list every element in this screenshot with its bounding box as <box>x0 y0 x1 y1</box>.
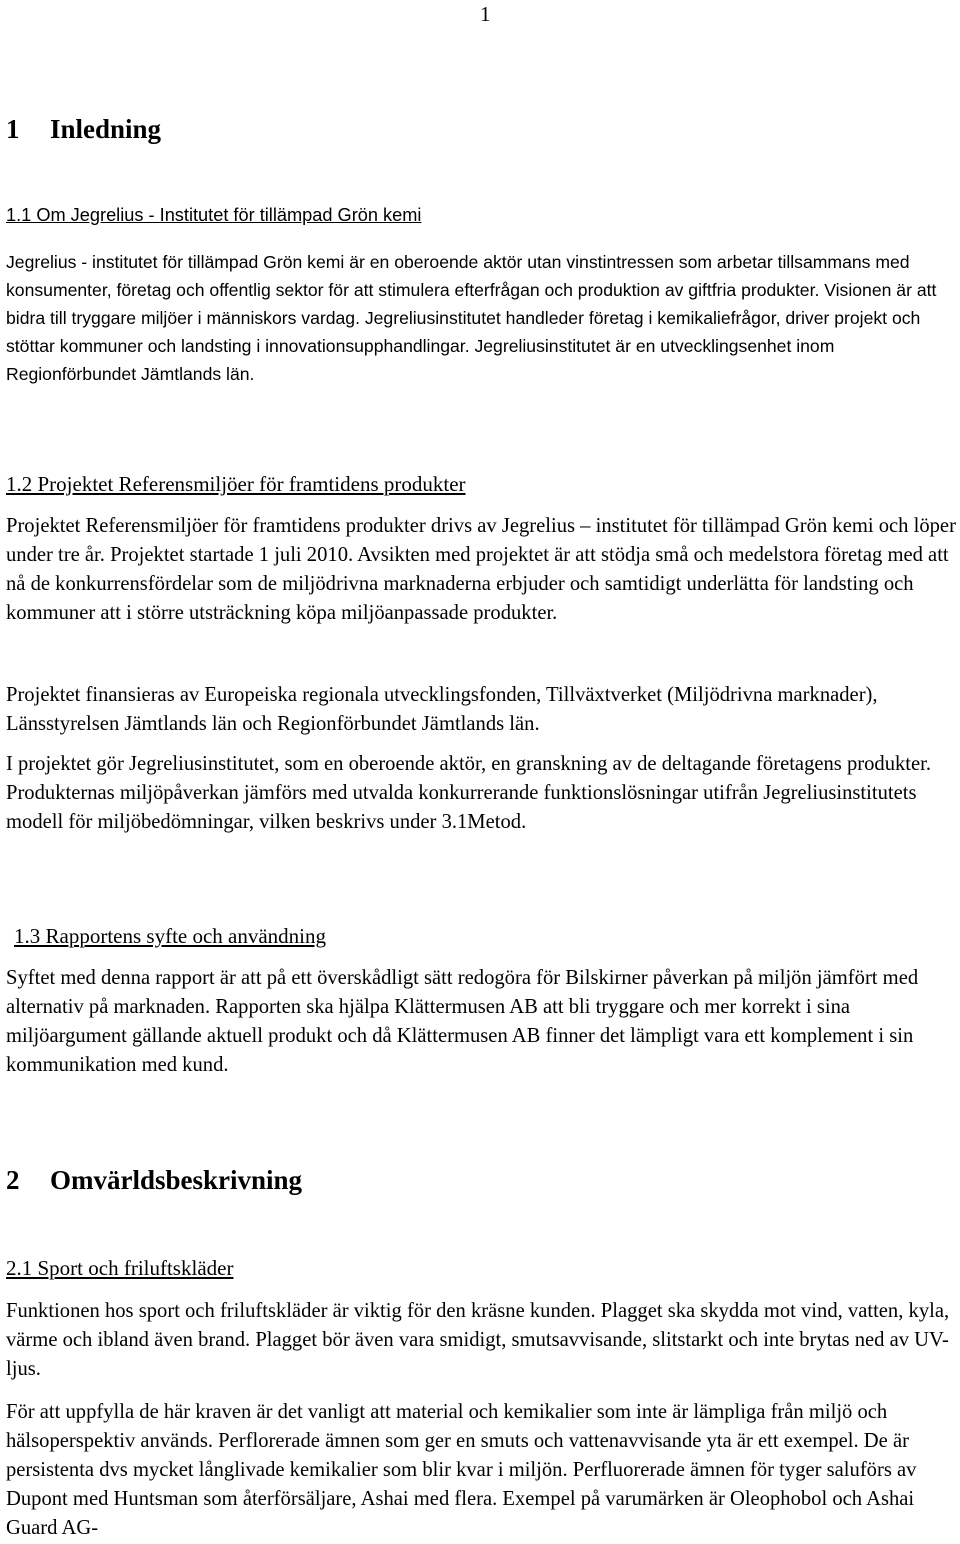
section-1-heading <box>6 114 161 145</box>
section-2-1-heading: 2.1 Sport och friluftskläder <box>6 1256 234 1280</box>
section-1-2-paragraph-3: I projektet gör Jegreliusinstitutet, som en oberoende aktör, en granskning av de deltagande företagens produkter. Produkternas miljöpåverkan jämförs med utvalda konkurrerande funktionslösningar utifrån Jegreliusinstitutets modell för miljöbedömningar, vilken beskrivs under 3.1Metod. <box>6 753 932 833</box>
section-1-number: 1 <box>6 114 20 144</box>
section-1-2-paragraph-2: Projektet finansieras av Europeiska regionala utvecklingsfonden, Tillväxtverket (Miljödrivna marknader), Länsstyrelsen Jämtlands län och Regionförbundet Jämtlands län. <box>6 684 878 735</box>
section-2-heading <box>6 1165 302 1196</box>
section-2-1-paragraph-1: Funktionen hos sport och friluftskläder är viktig för den kräsne kunden. Plagget ska skydda mot vind, vatten, kyla, värme och ibland även brand. Plagget bör även vara smidigt, smutsavvisande, slitstarkt och inte brytas ned av UV-ljus. <box>6 1300 950 1380</box>
section-2-number: 2 <box>6 1165 20 1195</box>
section-2-title: Omvärldsbeskrivning <box>50 1165 303 1195</box>
section-1-3-paragraph: Syftet med denna rapport är att på ett överskådligt sätt redogöra för Bilskirner påverkan på miljön jämfört med alternativ på marknaden. Rapporten ska hjälpa Klättermusen AB att bli tryggare och mer korrekt i sina miljöargument gällande aktuell produkt och då Klättermusen AB finner det lämpligt vara ett komplement i sin kommunikation med kund. <box>6 967 919 1076</box>
section-1-2-paragraph-1: Projektet Referensmiljöer för framtidens produkter drivs av Jegrelius – institutet för tillämpad Grön kemi och löper under tre år. Projektet startade 1 juli 2010. Avsikten med projektet är att stödja små och medelstora företag med att nå de konkurrensfördelar som de miljödrivna marknaderna erbjuder och samtidigt underlätta för landsting och kommuner att i större utsträckning köpa miljöanpassade produkter. <box>6 515 956 624</box>
section-2-1-paragraph-2: För att uppfylla de här kraven är det vanligt att material och kemikalier som inte är lämpliga från miljö och hälsoperspektiv används. Perflorerade ämnen som ger en smuts och vattenavvisande yta är ett exempel. De är persistenta dvs mycket långlivade kemikalier som blir kvar i miljön. Perfluorerade ämnen för tyger saluförs av Dupont med Huntsman som återförsäljare, Ashai med flera. Exempel på varumärken är Oleophobol och Ashai Guard AG- <box>6 1401 917 1539</box>
section-1-2-heading: 1.2 Projektet Referensmiljöer för framtidens produkter <box>6 472 466 496</box>
section-1-title: Inledning <box>50 114 162 144</box>
section-1-1-paragraph: Jegrelius - institutet för tillämpad Grön kemi är en oberoende aktör utan vinstintressen som arbetar tillsammans med konsumenter, företag och offentlig sektor för att stimulera efterfrågan och produktion av giftfria produkter. Visionen är att bidra till tryggare miljöer i människors vardag. Jegreliusinstitutet handleder företag i kemikaliefrågor, driver projekt och stöttar kommuner och landsting i innovationsupphandlingar. Jegreliusinstitutet är en utvecklingsenhet inom Regionförbundet Jämtlands län. <box>6 252 937 384</box>
section-1-3-heading: 1.3 Rapportens syfte och användning <box>14 924 327 948</box>
section-1-1-heading: 1.1 Om Jegrelius - Institutet för tillämpad Grön kemi <box>6 205 422 225</box>
page-number: 1 <box>480 2 491 26</box>
